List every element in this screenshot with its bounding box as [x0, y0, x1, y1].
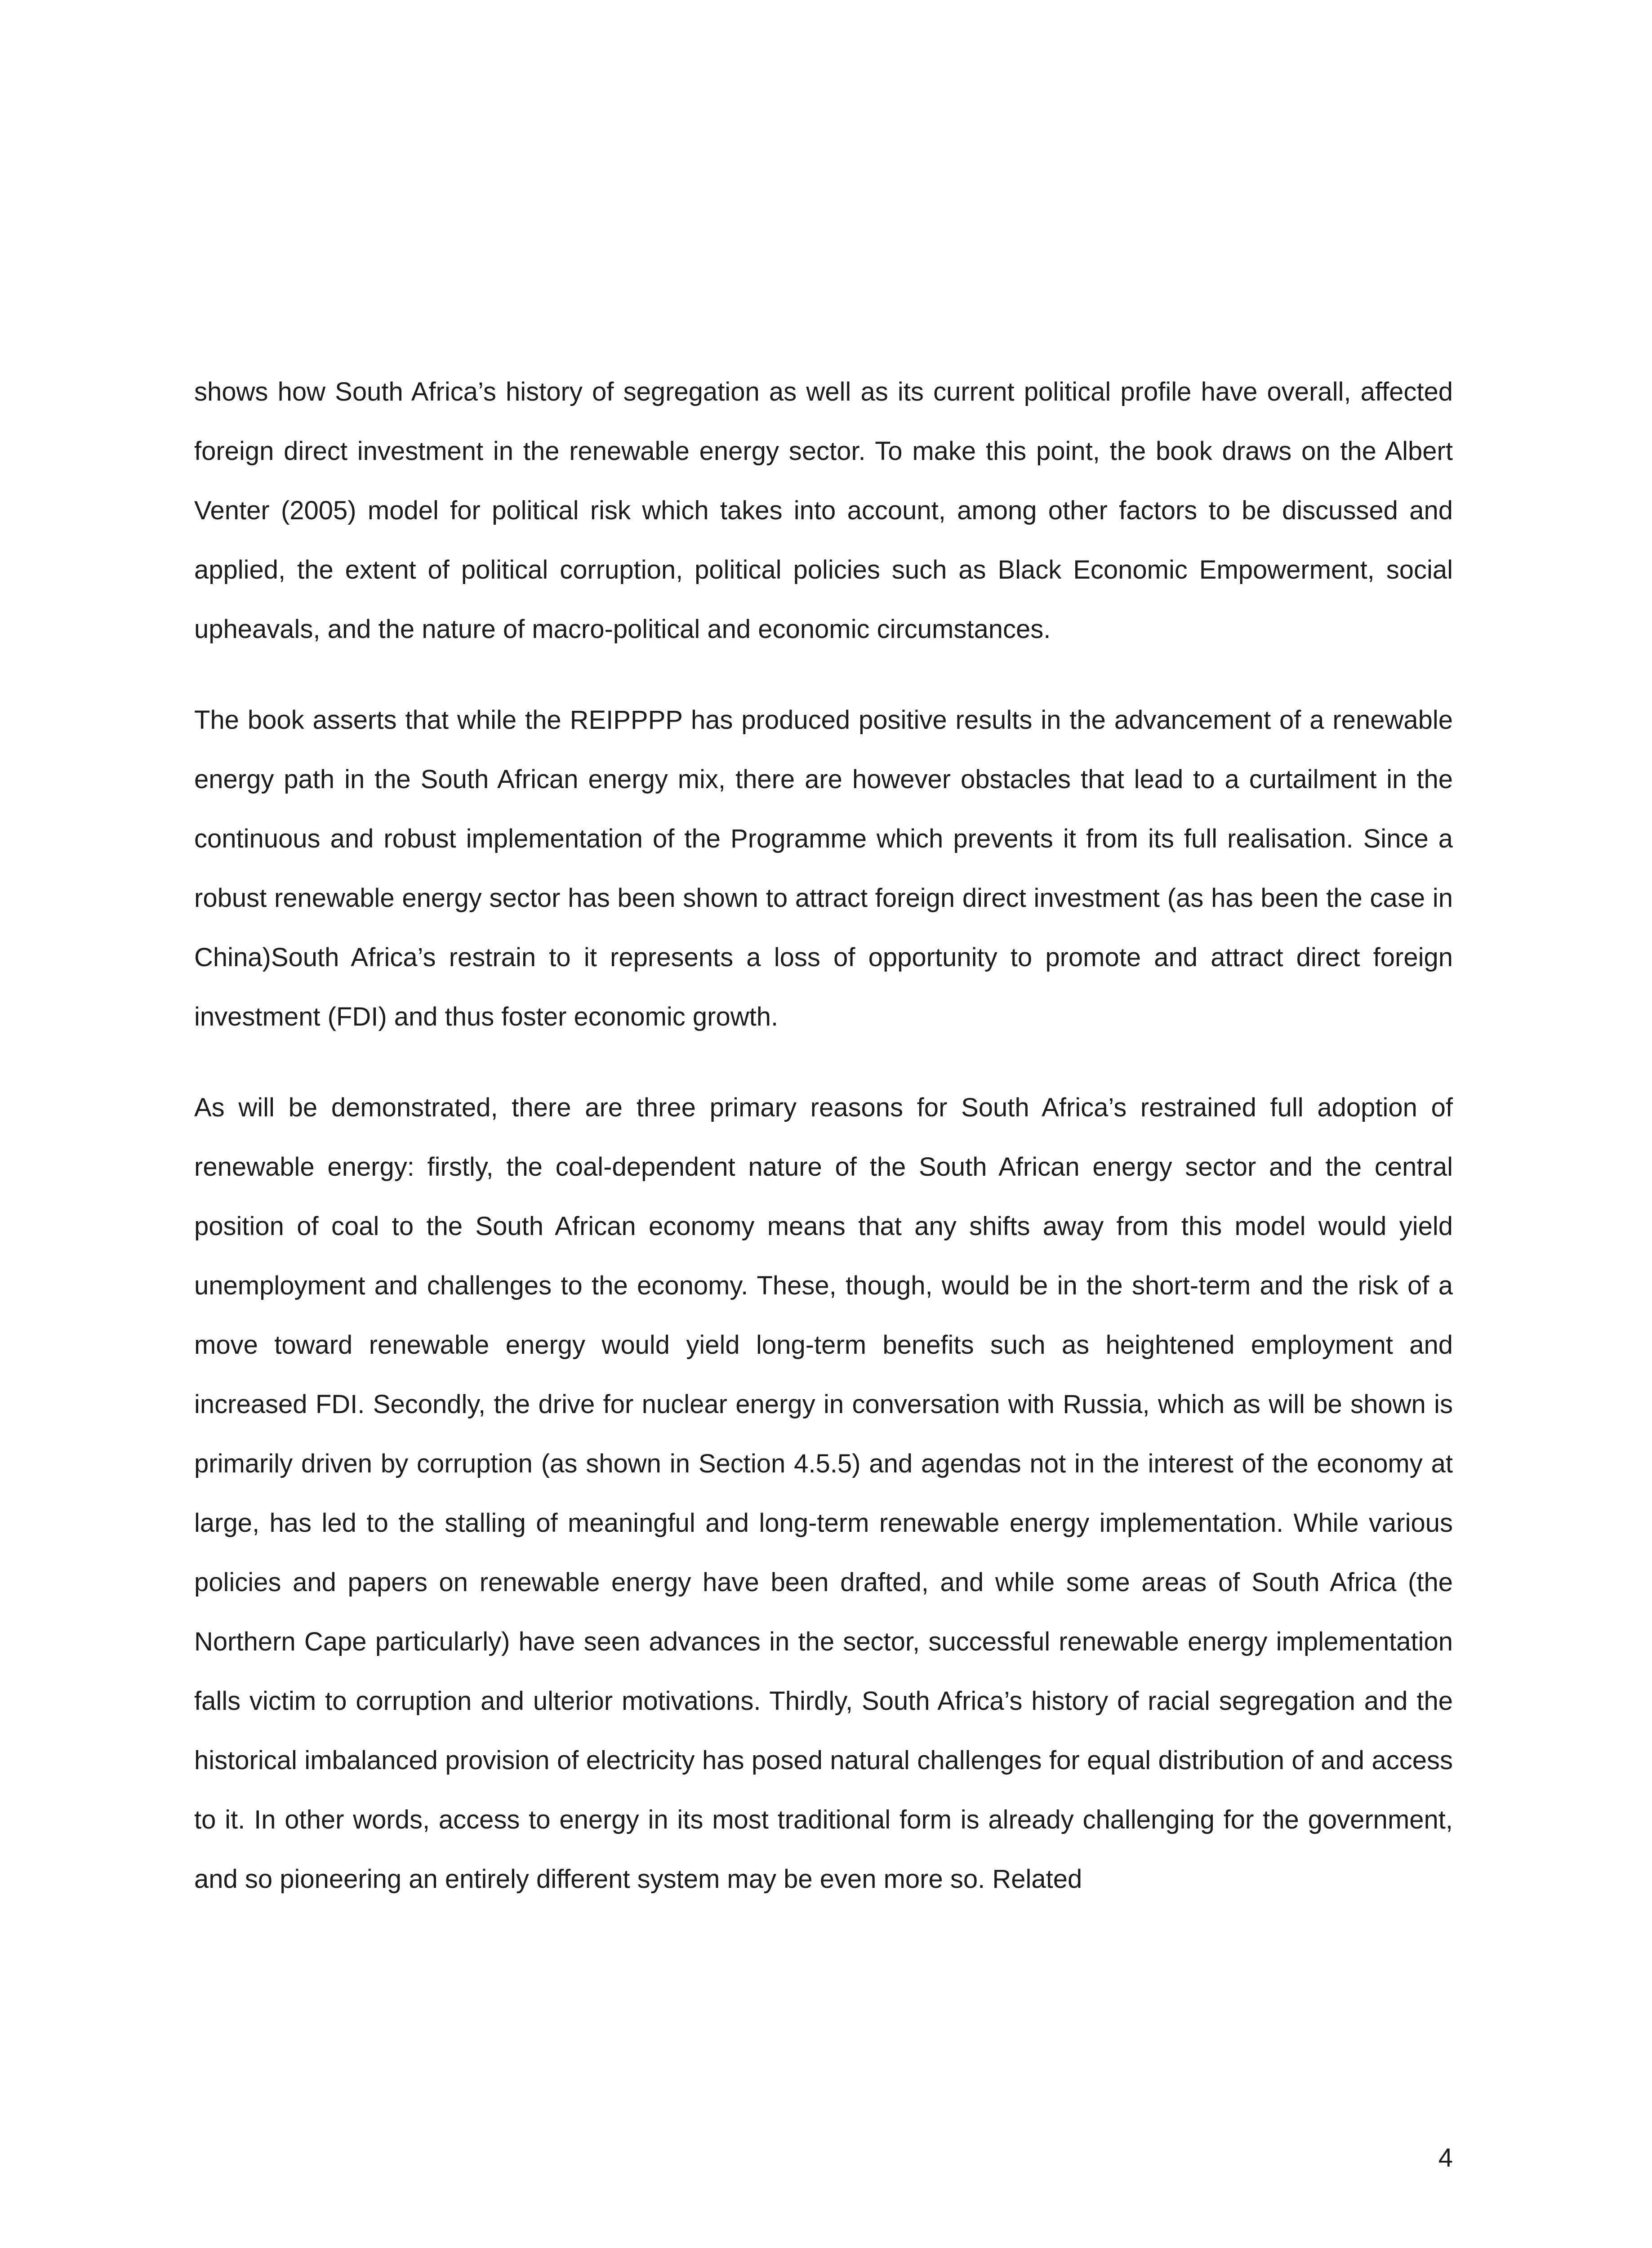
paragraph-3: As will be demonstrated, there are three primary reasons for South Africa’s restrained full adoption of renewable energy: firstly, the coal-dependent nature of the South African energy sector and the central position of coal to the South African economy means that any shifts away from this model would yield unemployment and challenges to the economy. These, though, would be in the short-term and the risk of a move toward renewable energy would yield long-term benefits such as heightened employment and increased FDI. Secondly, the drive for nuclear energy in conversation with Russia, which as will be shown is primarily driven by corruption (as shown in Section 4.5.5) and agendas not in the interest of the economy at large, has led to the stalling of meaningful and long-term renewable energy implementation. While various policies and papers on renewable energy have been drafted, and while some areas of South Africa (the Northern Cape particularly) have seen advances in the sector, successful renewable energy implementation falls victim to corruption and ulterior motivations. Thirdly, South Africa’s history of racial segregation and the historical imbalanced provision of electricity has posed natural challenges for equal distribution of and access to it. In other words, access to energy in its most traditional form is already challenging for the government, and so pioneering an entirely different system may be even more so. Related: [194, 1093, 1453, 1894]
page-number: 4: [1438, 2143, 1453, 2172]
paragraph-2: The book asserts that while the REIPPPP has produced positive results in the advancement of a renewable energy path in the South African energy mix, there are however obstacles that lead to a curtailment in the continuous and robust implementation of the Programme which prevents it from its full realisation. Since a robust renewable energy sector has been shown to attract foreign direct investment (as has been the case in China)South Africa’s restrain to it represents a loss of opportunity to promote and attract direct foreign investment (FDI) and thus foster economic growth.: [194, 705, 1453, 1031]
paragraph-1: shows how South Africa’s history of segregation as well as its current political profile have overall, affected foreign direct investment in the renewable energy sector. To make this point, the book draws on the Albert Venter (2005) model for political risk which takes into account, among other factors to be discussed and applied, the extent of political corruption, political policies such as Black Economic Empowerment, social upheavals, and the nature of macro-political and economic circumstances.: [194, 377, 1453, 644]
body-text: [194, 362, 1453, 1909]
